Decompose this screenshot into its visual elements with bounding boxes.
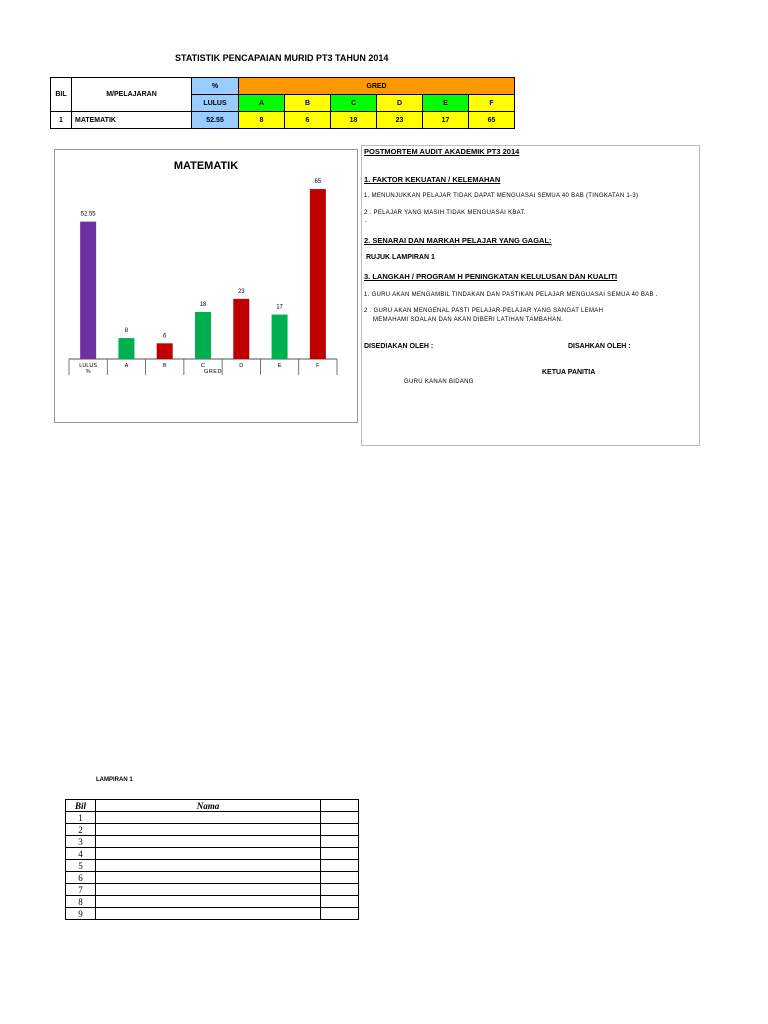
data-label: 23: [237, 288, 245, 295]
bar: [80, 222, 96, 359]
section2-ref: RUJUK LAMPIRAN 1: [366, 254, 435, 261]
chart-panel: [54, 149, 358, 423]
section3-title: 3. LANGKAH / PROGRAM H PENINGKATAN KELULUSAN DAN KUALITI: [364, 272, 618, 281]
row-number: 1: [66, 812, 96, 824]
row-number: 5: [66, 860, 96, 872]
grade-value: 23: [377, 112, 423, 129]
stats-table: [50, 77, 515, 129]
header-bil: BIL: [51, 78, 72, 112]
grade-value: 6: [285, 112, 331, 129]
grade-header: F: [469, 95, 515, 112]
header-pct: %: [192, 78, 239, 95]
row-name: [96, 872, 321, 884]
postmortem-panel: [361, 145, 700, 446]
approver-title: KETUA PANITIA: [542, 369, 596, 376]
table-row: [66, 812, 359, 824]
section1-item1: 1. MENUNJUKKAN PELAJAR TIDAK DAPAT MENGUASAI SEMUA 40 BAB (TINGKATAN 1-3): [364, 193, 639, 199]
row-extra: [321, 896, 359, 908]
table-row: [66, 848, 359, 860]
section1-title: 1. FAKTOR KEKUATAN / KELEMAHAN: [364, 175, 501, 184]
row-number: 4: [66, 848, 96, 860]
page-title: STATISTIK PENCAPAIAN MURID PT3 TAHUN 2014: [175, 53, 389, 63]
row-name: [96, 836, 321, 848]
bar: [157, 343, 173, 359]
lampiran-table: [65, 799, 359, 920]
data-label: 6: [163, 333, 167, 340]
bar: [195, 312, 211, 359]
row-subject: MATEMATIK: [72, 112, 192, 129]
table-row: [66, 908, 359, 920]
section1-item2: 2 . PELAJAR YANG MASIH TIDAK MENGUASAI KBAT.: [364, 210, 526, 216]
data-label: 18: [199, 301, 207, 308]
grade-value: 8: [239, 112, 285, 129]
row-number: 9: [66, 908, 96, 920]
lampiran-header-extra: [321, 800, 359, 812]
approved-by-label: DISAHKAN OLEH :: [568, 343, 631, 350]
lampiran-header-bil: Bil: [66, 800, 96, 812]
grade-value: 65: [469, 112, 515, 129]
row-number: 8: [66, 896, 96, 908]
grade-header: B: [285, 95, 331, 112]
table-row: [66, 860, 359, 872]
row-name: [96, 860, 321, 872]
row-name: [96, 896, 321, 908]
data-label: 52.55: [80, 211, 96, 218]
row-number: 2: [66, 824, 96, 836]
lampiran-header-nama: Nama: [96, 800, 321, 812]
preparer-title: GURU KANAN BIDANG: [404, 379, 474, 385]
row-bil: 1: [51, 112, 72, 129]
row-name: [96, 812, 321, 824]
row-number: 3: [66, 836, 96, 848]
tick-label: A: [124, 363, 129, 369]
row-name: [96, 884, 321, 896]
row-extra: [321, 908, 359, 920]
notes-heading: POSTMORTEM AUDIT AKADEMIK PT3 2014: [364, 147, 520, 156]
row-extra: [321, 860, 359, 872]
row-extra: [321, 812, 359, 824]
row-extra: [321, 836, 359, 848]
table-row: [66, 836, 359, 848]
bar-chart: [55, 150, 357, 422]
data-label: 8: [124, 328, 129, 335]
header-lulus: LULUS: [192, 95, 239, 112]
header-gred: GRED: [239, 78, 515, 95]
bar: [310, 189, 326, 359]
grade-header: E: [423, 95, 469, 112]
lampiran-label: LAMPIRAN 1: [96, 777, 133, 783]
tick-label: E: [277, 363, 282, 369]
row-extra: [321, 872, 359, 884]
bar: [233, 299, 249, 359]
tick-label: LULUS %: [79, 363, 98, 375]
section1-dot: .: [365, 218, 367, 224]
x-axis-label: GRED: [204, 369, 222, 375]
data-label: 65: [314, 179, 322, 186]
bar: [272, 315, 288, 359]
grade-header: C: [331, 95, 377, 112]
grade-value: 17: [423, 112, 469, 129]
table-row: [66, 884, 359, 896]
table-row: [66, 872, 359, 884]
tick-label: D: [239, 363, 244, 369]
row-extra: [321, 848, 359, 860]
grade-header: A: [239, 95, 285, 112]
data-label: 17: [276, 304, 283, 311]
row-number: 7: [66, 884, 96, 896]
table-row: [66, 896, 359, 908]
tick-label: C: [201, 363, 205, 369]
grade-header: D: [377, 95, 423, 112]
row-name: [96, 824, 321, 836]
row-extra: [321, 884, 359, 896]
bar: [118, 338, 134, 359]
row-name: [96, 908, 321, 920]
row-lulus: 52.55: [192, 112, 239, 129]
header-subject: M/PELAJARAN: [72, 78, 192, 112]
row-name: [96, 848, 321, 860]
row-number: 6: [66, 872, 96, 884]
prepared-by-label: DISEDIAKAN OLEH :: [364, 343, 434, 350]
section3-item2b: MEMAHAMI SOALAN DAN AKAN DIBERI LATIHAN TAMBAHAN.: [373, 317, 564, 323]
section3-item2a: 2 . GURU AKAN MENGENAL PASTI PELAJAR-PELAJAR YANG SANGAT LEMAH: [364, 308, 604, 314]
grade-value: 18: [331, 112, 377, 129]
row-extra: [321, 824, 359, 836]
table-row: [66, 824, 359, 836]
chart-title: MATEMATIK: [173, 160, 239, 172]
tick-label: F: [316, 363, 320, 369]
section3-item1: 1. GURU AKAN MENGAMBIL TINDAKAN DAN PASTIKAN PELAJAR MENGUASAI SEMUA 40 BAB .: [364, 292, 658, 298]
section2-title: 2. SENARAI DAN MARKAH PELAJAR YANG GAGAL:: [364, 236, 552, 245]
tick-label: B: [162, 363, 167, 369]
